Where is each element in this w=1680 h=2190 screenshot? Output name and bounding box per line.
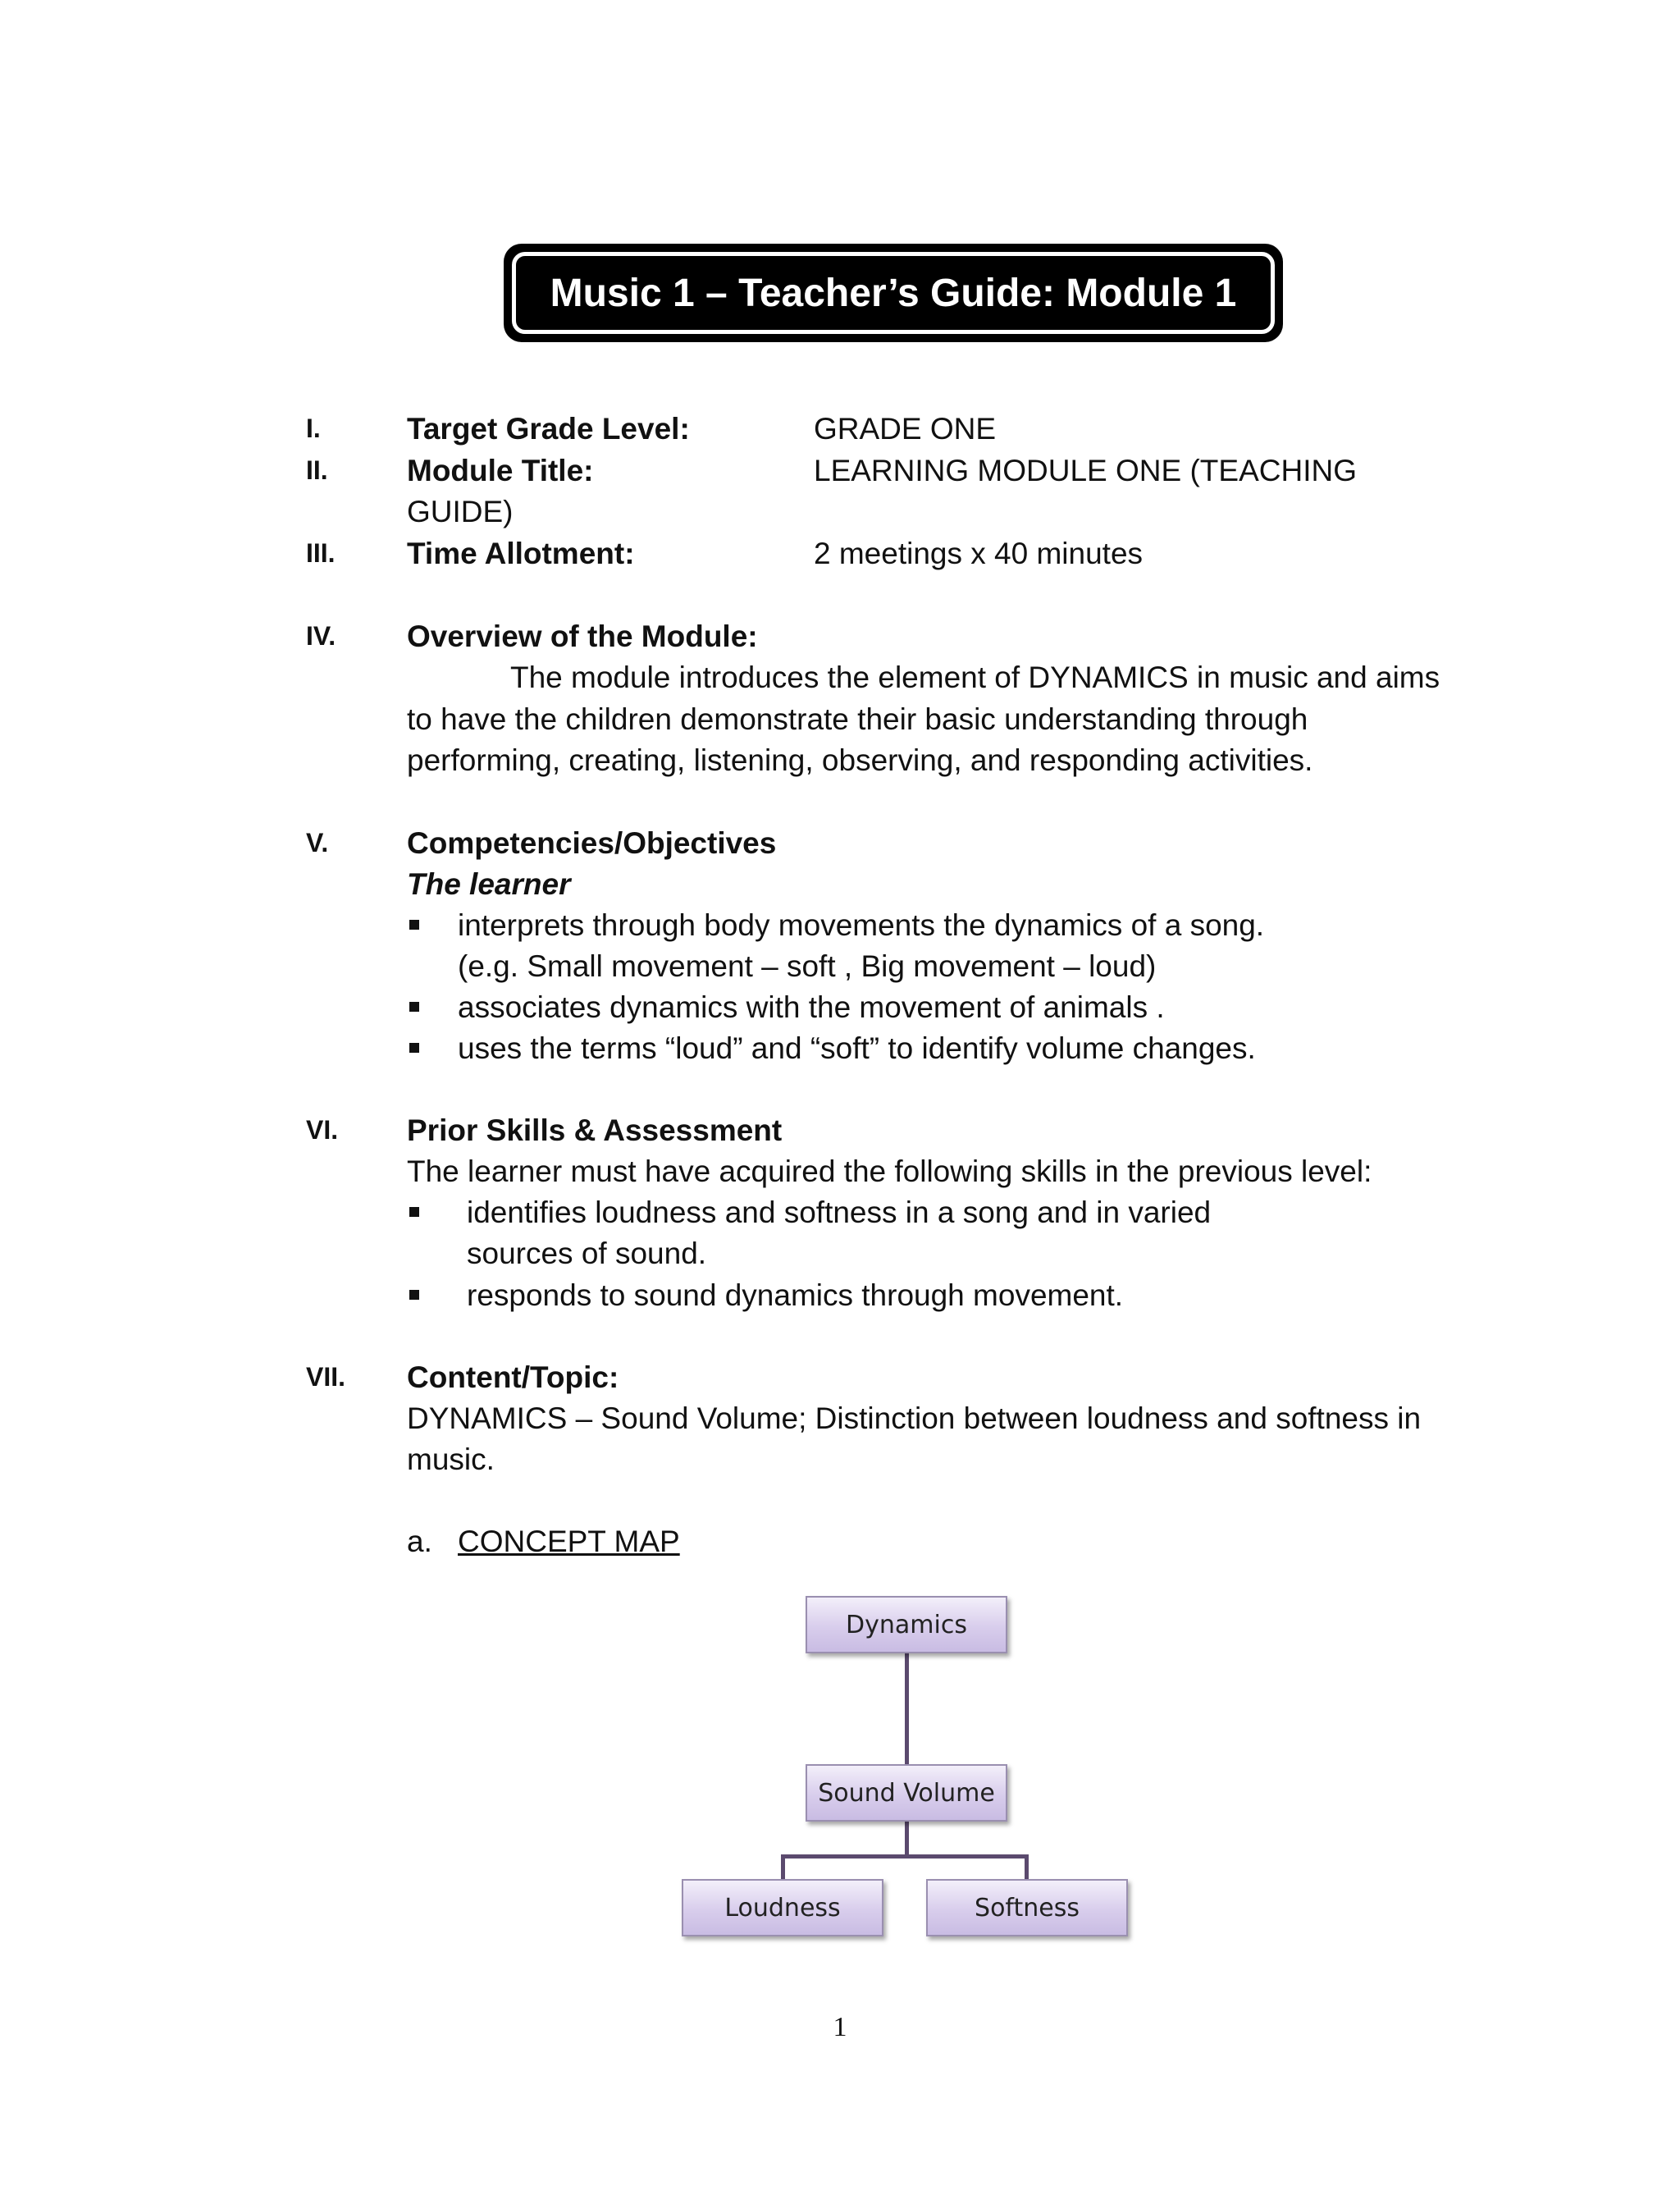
prior-skill-item-1: identifies loudness and softness in a song and in varied: [467, 1196, 1212, 1229]
bullet-icon: [409, 920, 419, 930]
concept-map-marker: a.: [407, 1525, 432, 1558]
overview-line-3: performing, creating, listening, observing, and responding activities.: [407, 743, 1313, 777]
module-title-value-cont: GUIDE): [407, 495, 514, 528]
bullet-icon: [409, 1002, 419, 1012]
section-number-3: III.: [306, 538, 336, 568]
bullet-icon: [409, 1290, 419, 1300]
competencies-intro: The learner: [407, 867, 571, 901]
competency-item-1-cont: (e.g. Small movement – soft , Big movement – loud): [458, 949, 1157, 983]
module-title-value: LEARNING MODULE ONE (TEACHING: [814, 454, 1357, 487]
section-number-7: VII.: [306, 1362, 346, 1392]
section-number-5: V.: [306, 828, 329, 857]
bullet-icon: [409, 1207, 419, 1217]
content-line-1: DYNAMICS – Sound Volume; Distinction between loudness and softness in: [407, 1401, 1422, 1435]
connector-left-drop: [781, 1854, 785, 1879]
concept-node-softness: Softness: [926, 1879, 1128, 1936]
concept-map-heading: CONCEPT MAP: [458, 1525, 680, 1558]
competency-item-2: associates dynamics with the movement of animals .: [458, 990, 1165, 1024]
bullet-icon: [409, 1043, 419, 1053]
page-number: 1: [833, 2012, 847, 2042]
time-allotment-value: 2 meetings x 40 minutes: [814, 537, 1144, 570]
time-allotment-label: Time Allotment:: [407, 537, 635, 570]
section-number-2: II.: [306, 455, 328, 485]
section-number-1: I.: [306, 414, 321, 443]
page-title: Music 1 – Teacher’s Guide: Module 1: [550, 271, 1237, 315]
concept-node-sound-volume: Sound Volume: [806, 1764, 1007, 1822]
connector-root-middle: [905, 1653, 909, 1764]
connector-right-drop: [1025, 1854, 1029, 1879]
connector-horizontal: [781, 1854, 1029, 1859]
content-line-2: music.: [407, 1442, 495, 1476]
prior-skill-item-1-cont: sources of sound.: [467, 1237, 707, 1270]
overview-line-1: The module introduces the element of DYNAMICS in music and aims: [510, 661, 1440, 694]
grade-value: GRADE ONE: [814, 412, 997, 446]
prior-skill-item-2: responds to sound dynamics through movement.: [467, 1278, 1124, 1312]
concept-node-dynamics: Dynamics: [806, 1596, 1007, 1653]
overview-line-2: to have the children demonstrate their basic understanding through: [407, 702, 1308, 736]
connector-middle-down: [905, 1820, 909, 1856]
competency-item-3: uses the terms “loud” and “soft” to identify volume changes.: [458, 1031, 1256, 1065]
grade-label: Target Grade Level:: [407, 412, 690, 446]
competencies-heading: Competencies/Objectives: [407, 826, 777, 860]
title-banner: [504, 244, 1283, 342]
module-title-label: Module Title:: [407, 454, 594, 487]
concept-node-loudness: Loudness: [682, 1879, 883, 1936]
content-heading: Content/Topic:: [407, 1360, 619, 1394]
overview-heading: Overview of the Module:: [407, 620, 758, 653]
prior-skills-intro: The learner must have acquired the following skills in the previous level:: [407, 1154, 1372, 1188]
prior-skills-heading: Prior Skills & Assessment: [407, 1113, 783, 1147]
competency-item-1: interprets through body movements the dynamics of a song.: [458, 908, 1265, 942]
title-banner-inner: [512, 252, 1275, 334]
section-number-6: VI.: [306, 1115, 339, 1145]
section-number-4: IV.: [306, 621, 336, 651]
